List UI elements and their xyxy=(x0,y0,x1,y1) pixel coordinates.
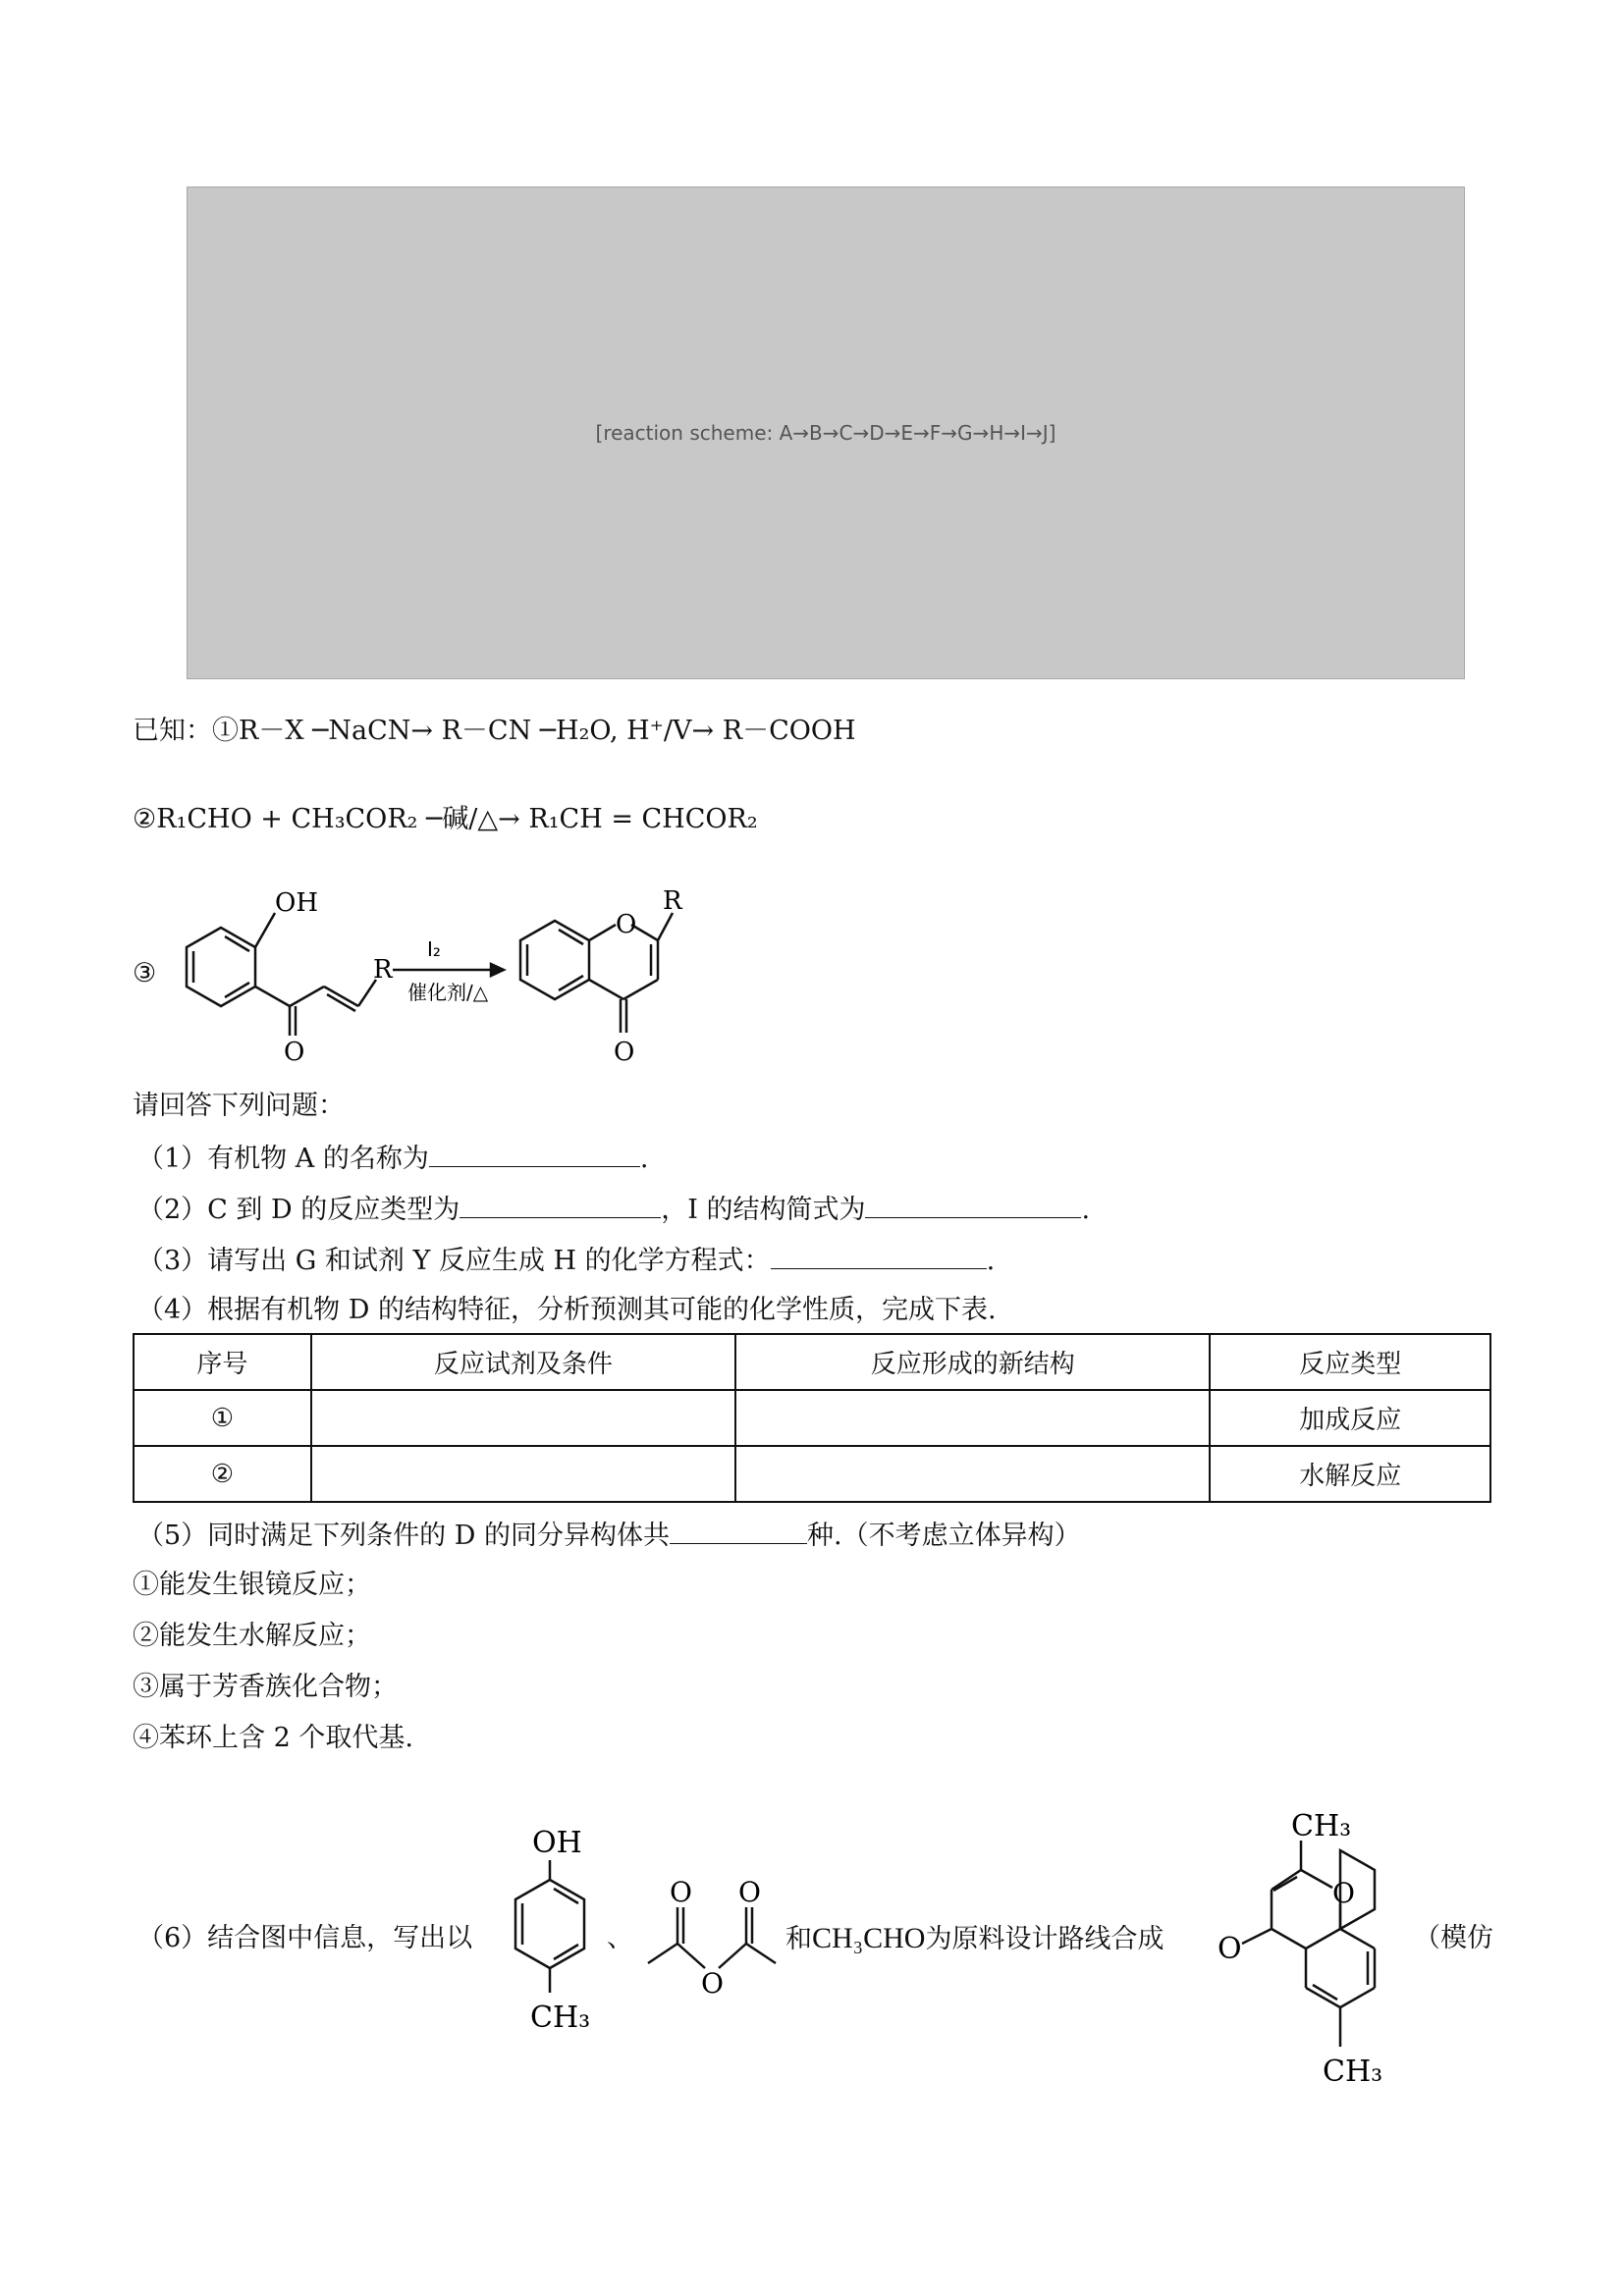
r3-keto-o: O xyxy=(614,1038,635,1067)
question-5 xyxy=(137,1518,1081,1553)
question-6-separator: 、 xyxy=(607,1923,633,1953)
r3-product-r: R xyxy=(663,886,682,916)
question-6-part-a: （6）结合图中信息，写出以 xyxy=(137,1923,473,1953)
r3-ring-o: O xyxy=(616,910,637,939)
known-reaction-3-diagram xyxy=(162,874,682,1080)
q5-text-b: 种.（不考虑立体异构） xyxy=(807,1521,1081,1551)
anhydride-o-left: O xyxy=(670,1876,692,1908)
q3-end: . xyxy=(986,1246,996,1276)
q1-answer-blank[interactable] xyxy=(429,1141,640,1167)
table-header-cell: 反应类型 xyxy=(1210,1334,1490,1390)
cresol-oh-label: OH xyxy=(532,1826,582,1860)
r3-reagent: I₂ xyxy=(427,937,441,961)
p-cresol-structure xyxy=(491,1821,619,2056)
structure-cell[interactable] xyxy=(735,1446,1210,1502)
questions-prompt: 请回答下列问题： xyxy=(133,1091,345,1121)
r3-oh-label: OH xyxy=(275,888,318,918)
q2-text-a: （2）C 到 D 的反应类型为 xyxy=(137,1195,460,1225)
condition-2: ②能发生水解反应； xyxy=(133,1621,371,1651)
known-r2-prefix: ② xyxy=(133,804,157,834)
reaction-type-cell: 加成反应 xyxy=(1210,1390,1490,1446)
q5-answer-blank[interactable] xyxy=(670,1518,807,1544)
q3-answer-blank[interactable] xyxy=(771,1243,987,1269)
chromone-ch3-bottom: CH₃ xyxy=(1323,2055,1383,2089)
table-header-cell: 序号 xyxy=(134,1334,311,1390)
row-number: ① xyxy=(134,1390,311,1446)
chromone-ch3-top: CH₃ xyxy=(1291,1809,1352,1843)
reaction-scheme-image xyxy=(187,187,1465,679)
known-intro: 已知： xyxy=(133,716,212,746)
table-row xyxy=(134,1390,1490,1446)
q6-text-c: 为原料设计路线合成 xyxy=(925,1924,1164,1954)
cresol-ch3-label: CH₃ xyxy=(530,2001,591,2035)
q3-text: （3）请写出 G 和试剂 Y 反应生成 H 的化学方程式： xyxy=(137,1246,771,1276)
q1-end: . xyxy=(639,1144,649,1174)
q5-text-a: （5）同时满足下列条件的 D 的同分异构体共 xyxy=(137,1521,670,1551)
reaction-type-cell: 水解反应 xyxy=(1210,1446,1490,1502)
question-6-part-d: （模仿 xyxy=(1414,1923,1493,1953)
r3-r-label: R xyxy=(373,955,393,985)
known-r2-text: R₁CHO + CH₃COR₂ ─碱/△→ R₁CH = CHCOR₂ xyxy=(156,804,758,834)
properties-table xyxy=(133,1333,1491,1503)
table-header-cell: 反应形成的新结构 xyxy=(735,1334,1210,1390)
r3-condition: 催化剂/△ xyxy=(407,981,489,1004)
table-header-row xyxy=(134,1334,1490,1390)
question-3 xyxy=(137,1243,995,1278)
question-1 xyxy=(137,1141,648,1176)
chromone-keto-o: O xyxy=(1218,1932,1242,1966)
reagent-cell[interactable] xyxy=(311,1446,735,1502)
q2-structure-blank[interactable] xyxy=(865,1192,1081,1218)
known-r3-prefix: ③ xyxy=(133,958,157,988)
question-2 xyxy=(137,1192,1090,1227)
q2-reaction-type-blank[interactable] xyxy=(460,1192,661,1218)
table-header-cell: 反应试剂及条件 xyxy=(311,1334,735,1390)
r3-o-label: O xyxy=(284,1038,305,1067)
table-row xyxy=(134,1446,1490,1502)
condition-1: ①能发生银镜反应； xyxy=(133,1570,371,1600)
target-chromone-structure xyxy=(1213,1796,1409,2110)
condition-4: ④苯环上含 2 个取代基. xyxy=(133,1723,413,1753)
known-reaction-1 xyxy=(133,715,856,748)
reaction-scheme-label: [reaction scheme: A→B→C→D→E→F→G→H→I→J] xyxy=(595,421,1056,445)
question-6-part-b xyxy=(785,1922,1164,1956)
known-r1-text: R－X ─NaCN→ R－CN ─H₂O, H⁺/V→ R－COOH xyxy=(239,716,856,746)
q2-end: . xyxy=(1081,1195,1091,1225)
chromone-ring-o: O xyxy=(1332,1877,1355,1909)
anhydride-o-bridge: O xyxy=(701,1967,724,2000)
condition-3: ③属于芳香族化合物； xyxy=(133,1672,398,1702)
q6-and: 和 xyxy=(785,1924,812,1954)
row-number: ② xyxy=(134,1446,311,1502)
known-reaction-2 xyxy=(133,803,758,836)
reagent-cell[interactable] xyxy=(311,1390,735,1446)
q6-ch3cho: CH₃CHO xyxy=(812,1922,926,1954)
anhydride-o-right: O xyxy=(738,1876,761,1908)
question-4: （4）根据有机物 D 的结构特征，分析预测其可能的化学性质，完成下表. xyxy=(137,1295,997,1325)
acetic-anhydride-structure xyxy=(638,1870,785,2017)
known-r1-prefix: ① xyxy=(212,716,239,746)
q2-text-b: ，I 的结构简式为 xyxy=(661,1195,866,1225)
structure-cell[interactable] xyxy=(735,1390,1210,1446)
q1-text: （1）有机物 A 的名称为 xyxy=(137,1144,429,1174)
